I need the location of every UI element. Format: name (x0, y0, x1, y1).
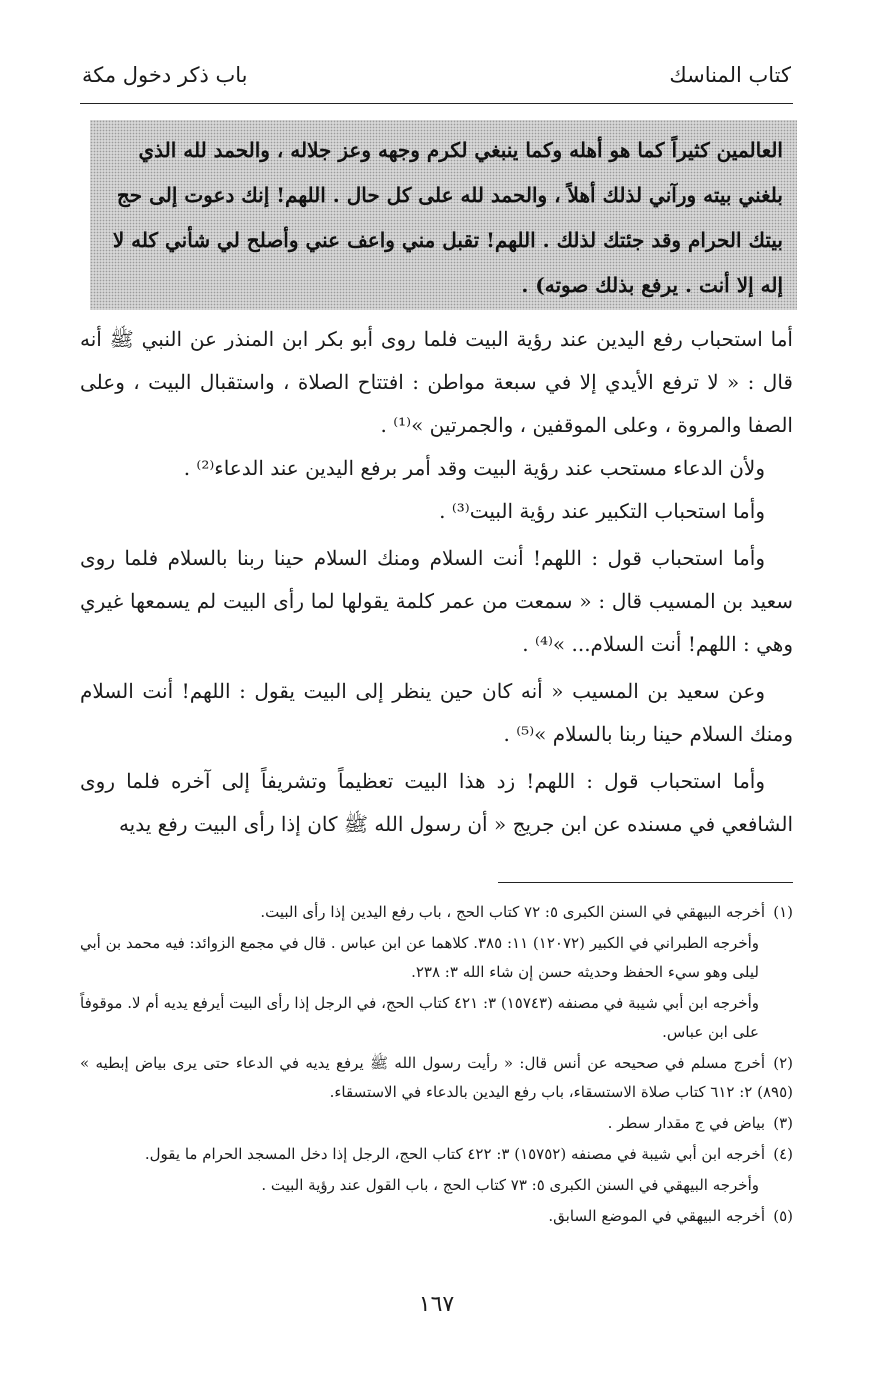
shaded-line: إله إلا أنت . يرفع بذلك صوته) . (521, 273, 783, 297)
footnote-text: أخرج مسلم في صحيحه عن أنس قال: « رأيت رسول الله ﷺ يرفع يديه في الدعاء حتى يرى بياض إبطيه » (٨٩٥) ٢: ٦١٢ كتاب صلاة الاستسقاء، باب رفع اليدين بالدعاء في الاستسقاء. (80, 1054, 793, 1101)
footnote (80, 1140, 793, 1169)
footnote-number: (٥) (773, 1207, 793, 1225)
body-text (80, 318, 793, 846)
book-title: كتاب المناسك (669, 63, 791, 87)
shaded-line: العالمين كثيراً كما هو أهله وكما ينبغي لكرم وجهه وعز جلاله ، والحمد لله الذي (138, 138, 783, 162)
shaded-quote-block (90, 120, 797, 310)
shaded-line: بلغني بيته ورآني لذلك أهلاً ، والحمد لله على كل حال . اللهم! إنك دعوت إلى حج (116, 183, 783, 207)
header-rule (80, 103, 793, 104)
footnote-rule (498, 882, 793, 883)
footnote-number: (٣) (773, 1114, 793, 1132)
footnote-number: (٢) (773, 1054, 793, 1072)
footnote-text: وأخرجه ابن أبي شيبة في مصنفه (١٥٧٤٣) ٣: ٤٢١ كتاب الحج، في الرجل إذا رأى البيت أيرفع يديه أم لا. موقوفاً على ابن عباس. (80, 994, 759, 1041)
footnote (80, 989, 793, 1047)
footnote-number: (١) (773, 903, 793, 921)
footnote-text: وأخرجه الطبراني في الكبير (١٢٠٧٢) ١١: ٣٨٥. كلاهما عن ابن عباس . قال في مجمع الزوائد: فيه محمد بن أبي ليلى وهو سيء الحفظ وحديثه حسن إن شاء الله ٣: ٢٣٨. (80, 934, 760, 981)
footnote-text: بياض في ج مقدار سطر . (607, 1114, 765, 1132)
footnote (80, 898, 793, 927)
footnote (80, 1049, 793, 1107)
paragraph: أما استحباب رفع اليدين عند رؤية البيت فلما روى أبو بكر ابن المنذر عن النبي ﷺ أنه قال : « لا ترفع الأيدي إلا في سبعة مواطن : افتتاح الصلاة ، واستقبال البيت ، وعلى الصفا والمروة ، وعلى الموقفين ، والجمرتين »⁽¹⁾ . (80, 327, 793, 437)
footnote-text: وأخرجه البيهقي في السنن الكبرى ٥: ٧٣ كتاب الحج ، باب القول عند رؤية البيت . (261, 1176, 759, 1194)
footnote (80, 1109, 793, 1138)
footnote-number: (٤) (773, 1145, 793, 1163)
page-number: ١٦٧ (418, 1292, 455, 1317)
running-header (82, 55, 791, 95)
footnote-text: أخرجه البيهقي في الموضع السابق. (548, 1207, 765, 1225)
paragraph: وأما استحباب التكبير عند رؤية البيت⁽³⁾ . (439, 499, 765, 523)
footnote (80, 1171, 793, 1200)
footnote (80, 1202, 793, 1231)
paragraph: وأما استحباب قول : اللهم! أنت السلام ومنك السلام حينا ربنا بالسلام فلما روى سعيد بن المسيب قال : « سمعت من عمر كلمة يقولها لما رأى البيت لم يسمعها غيري وهي : اللهم! أنت السلام... »⁽⁴⁾ . (80, 546, 793, 656)
paragraph: ولأن الدعاء مستحب عند رؤية البيت وقد أمر برفع اليدين عند الدعاء⁽²⁾ . (183, 456, 765, 480)
shaded-line: بيتك الحرام وقد جئتك لذلك . اللهم! تقبل مني واعف عني وأصلح لي شأني كله لا (112, 228, 783, 252)
footnote-text: أخرجه ابن أبي شيبة في مصنفه (١٥٧٥٢) ٣: ٤٢٢ كتاب الحج، الرجل إذا دخل المسجد الحرام ما يقول. (144, 1145, 765, 1163)
footnote (80, 929, 793, 987)
chapter-title: باب ذكر دخول مكة (82, 63, 248, 87)
footnotes (80, 898, 793, 1233)
paragraph: وأما استحباب قول : اللهم! زد هذا البيت تعظيماً وتشريفاً إلى آخره فلما روى الشافعي في مسنده عن ابن جريج « أن رسول الله ﷺ كان إذا رأى البيت رفع يديه (80, 769, 793, 836)
paragraph: وعن سعيد بن المسيب « أنه كان حين ينظر إلى البيت يقول : اللهم! أنت السلام ومنك السلام حينا ربنا بالسلام »⁽⁵⁾ . (80, 679, 793, 746)
footnote-text: أخرجه البيهقي في السنن الكبرى ٥: ٧٢ كتاب الحج ، باب رفع اليدين إذا رأى البيت. (260, 903, 765, 921)
